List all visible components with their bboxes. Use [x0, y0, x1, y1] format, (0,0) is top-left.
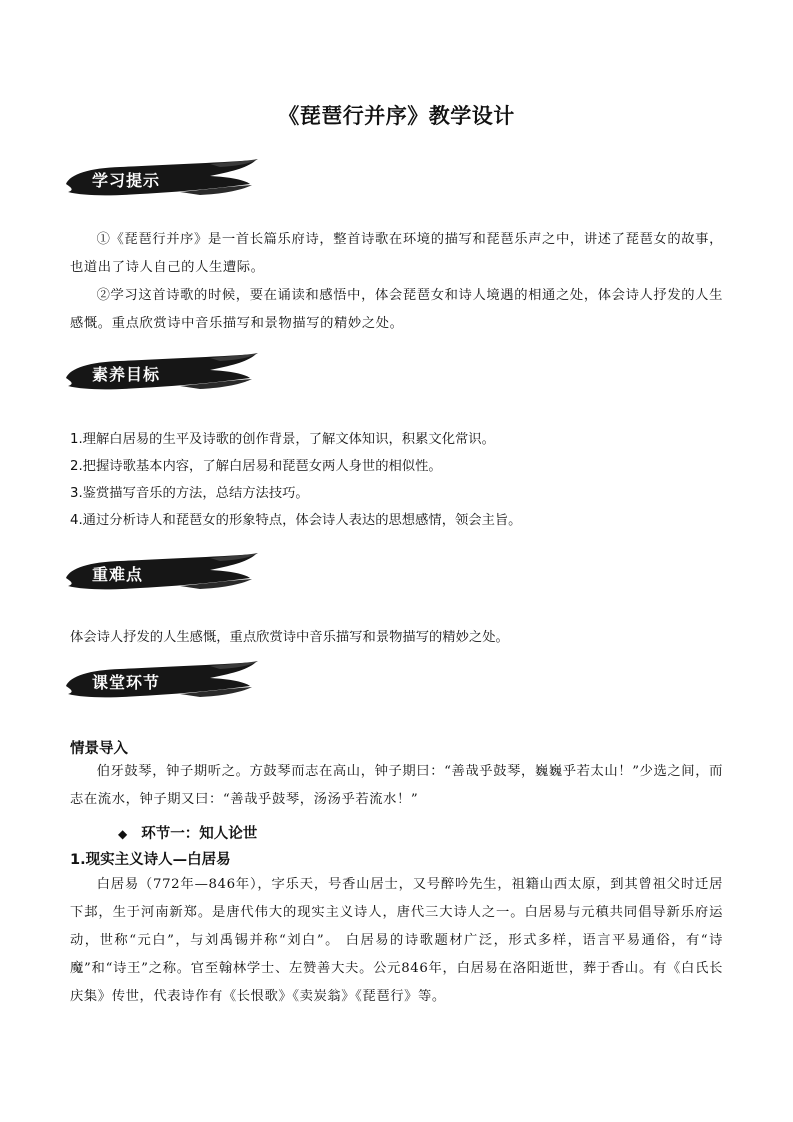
diamond-bullet-icon: ◆ [118, 827, 128, 841]
intro-paragraph: 伯牙鼓琴，钟子期听之。方鼓琴而志在高山，钟子期曰：“善哉乎鼓琴，巍巍乎若太山！”少选之间，而志在流水，钟子期又曰：“善哉乎鼓琴，汤汤乎若流水！” [70, 764, 723, 807]
section-heading-class [60, 660, 260, 702]
tips-paragraph-1: ①《琵琶行并序》是一首长篇乐府诗，整首诗歌在环境的描写和琵琶乐声之中，讲述了琵琶女的故事，也道出了诗人自己的人生遭际。 [70, 232, 723, 275]
list-item: 2.把握诗歌基本内容，了解白居易和琵琶女两人身世的相似性。 [70, 459, 442, 474]
goals-list [70, 426, 723, 534]
key-points-text [70, 624, 723, 651]
section-heading-label: 素养目标 [92, 365, 161, 384]
step-heading [118, 822, 257, 843]
section-heading-label: 重难点 [92, 565, 144, 584]
step-title: 环节一：知人论世 [141, 826, 258, 842]
brush-stroke-banner [60, 552, 260, 594]
section-heading-key [60, 552, 260, 594]
intro-title: 情景导入 [70, 741, 128, 757]
list-item: 3.鉴赏描写音乐的方法，总结方法技巧。 [70, 486, 309, 501]
list-item: 4.通过分析诗人和琵琶女的形象特点，体会诗人表达的思想感情，领会主旨。 [70, 513, 522, 528]
section-heading-tips [60, 158, 260, 200]
section-heading-goals [60, 352, 260, 394]
key-points-line: 体会诗人抒发的人生感慨，重点欣赏诗中音乐描写和景物描写的精妙之处。 [70, 630, 509, 645]
tips-paragraph-2: ②学习这首诗歌的时候，要在诵读和感悟中，体会琵琶女和诗人境遇的相通之处，体会诗人抒发的人生感慨。重点欣赏诗中音乐描写和景物描写的精妙之处。 [70, 288, 723, 331]
section-heading-label: 学习提示 [92, 171, 161, 190]
section-heading-label: 课堂环节 [92, 673, 161, 692]
page-title: 《琵琶行并序》教学设计 [278, 103, 515, 128]
sub-title: 1.现实主义诗人—白居易 [70, 852, 231, 868]
bio-paragraph: 白居易（772年—846年），字乐天，号香山居士，又号醉吟先生，祖籍山西太原，到其曾祖父时迁居下邽，生于河南新郑。是唐代伟大的现实主义诗人，唐代三大诗人之一。白居易与元稹共同倡导新乐府运动，世称“元白”，与刘禹锡并称“刘白”。 白居易的诗歌题材广泛，形式多样，语言平易通俗，有“诗魔”和“诗王”之称。官至翰林学士、左赞善大夫。公元846年，白居易在洛阳逝世，葬于香山。有《白氏长庆集》传世，代表诗作有《长恨歌》《卖炭翁》《琵琶行》等。 [70, 877, 723, 1004]
list-item: 1.理解白居易的生平及诗歌的创作背景，了解文体知识，积累文化常识。 [70, 432, 495, 447]
